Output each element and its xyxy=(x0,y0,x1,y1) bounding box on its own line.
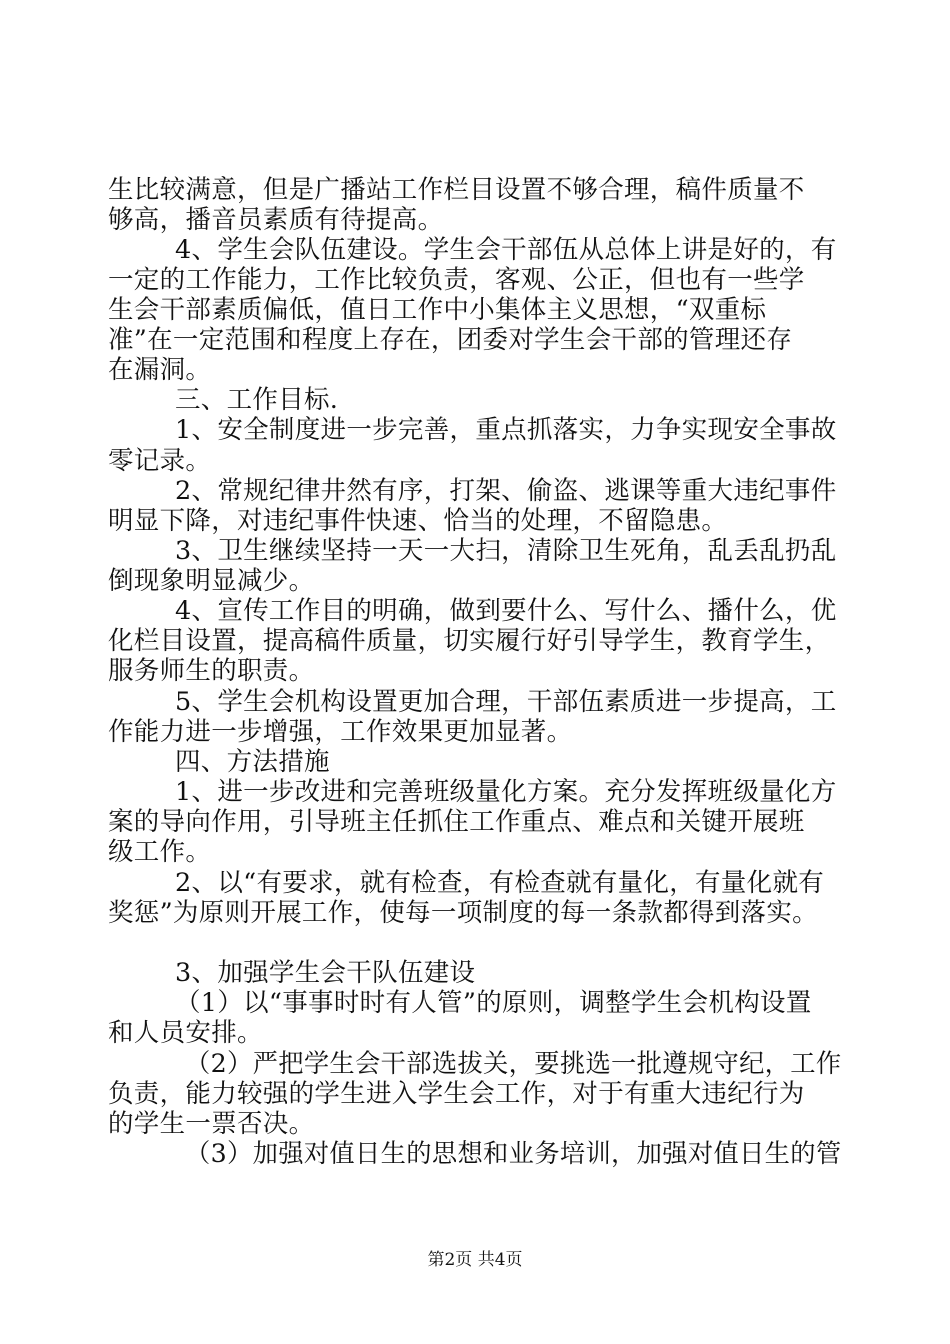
text-line: 作能力进一步增强，工作效果更加显著。 xyxy=(108,717,573,747)
section-heading: 四、方法措施 xyxy=(175,747,330,777)
text-line: 2、以“有要求，就有检查，有检查就有量化，有量化就有 xyxy=(175,868,825,898)
text-line: （2）严把学生会干部选拔关，要挑选一批遵规守纪，工作 xyxy=(185,1049,842,1079)
text-line: 一定的工作能力，工作比较负责，客观、公正，但也有一些学 xyxy=(108,265,805,295)
text-line: （1）以“事事时时有人管”的原则，调整学生会机构设置 xyxy=(175,988,812,1018)
text-line: 1、进一步改进和完善班级量化方案。充分发挥班级量化方 xyxy=(175,777,837,807)
text-line: 2、常规纪律井然有序，打架、偷盗、逃课等重大违纪事件 xyxy=(175,476,837,506)
text-line: 4、学生会队伍建设。学生会干部伍从总体上讲是好的，有 xyxy=(175,235,837,265)
section-heading: 三、工作目标. xyxy=(175,385,339,415)
text-line: 倒现象明显减少。 xyxy=(108,566,315,596)
text-line: 奖惩”为原则开展工作，使每一项制度的每一条款都得到落实。 xyxy=(108,898,818,928)
text-line: （3）加强对值日生的思想和业务培训，加强对值日生的管 xyxy=(185,1139,842,1169)
text-line: 在漏洞。 xyxy=(108,355,212,385)
text-line: 化栏目设置，提高稿件质量，切实履行好引导学生，教育学生， xyxy=(108,626,831,656)
text-line: 的学生一票否决。 xyxy=(108,1109,315,1139)
text-line: 4、宣传工作目的明确，做到要什么、写什么、播什么，优 xyxy=(175,596,837,626)
text-line: 1、安全制度进一步完善，重点抓落实，力争实现安全事故 xyxy=(175,415,837,445)
text-line: 级工作。 xyxy=(108,837,212,867)
text-line: 负责，能力较强的学生进入学生会工作，对于有重大违纪行为 xyxy=(108,1079,805,1109)
text-line: 零记录。 xyxy=(108,446,212,476)
text-line: 服务师生的职责。 xyxy=(108,656,315,686)
text-line: 生会干部素质偏低，值日工作中小集体主义思想，“双重标 xyxy=(108,295,767,325)
text-line: 和人员安排。 xyxy=(108,1018,263,1048)
text-line: 够高，播音员素质有待提高。 xyxy=(108,205,444,235)
text-line: 3、卫生继续坚持一天一大扫，清除卫生死角，乱丢乱扔乱 xyxy=(175,536,837,566)
text-line: 5、学生会机构设置更加合理，干部伍素质进一步提高，工 xyxy=(175,687,837,717)
subsection-heading: 3、加强学生会干队伍建设 xyxy=(175,958,476,988)
text-line: 生比较满意，但是广播站工作栏目设置不够合理，稿件质量不 xyxy=(108,175,805,205)
text-line: 准”在一定范围和程度上存在，团委对学生会干部的管理还存 xyxy=(108,325,793,355)
text-line: 案的导向作用，引导班主任抓住工作重点、难点和关键开展班 xyxy=(108,807,805,837)
text-line: 明显下降，对违纪事件快速、恰当的处理，不留隐患。 xyxy=(108,506,728,536)
page-number-footer: 第2页 共4页 xyxy=(427,1250,523,1270)
